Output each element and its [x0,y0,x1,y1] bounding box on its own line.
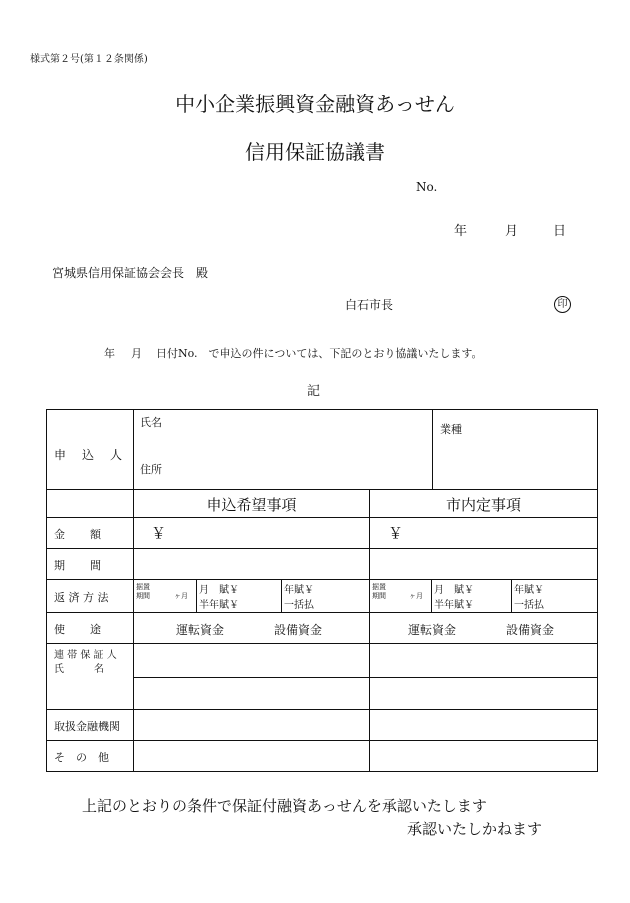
repay-label: 返 済 方 法 [54,591,109,604]
business-label: 業種 [440,423,462,436]
amount-yen-request: ￥ [151,524,167,542]
form-id: 様式第２号(第１２条関係) [30,54,148,65]
semiannual-city: 半年賦￥ [434,600,474,611]
seal-char: 印 [554,296,571,313]
working-capital-city: 運転資金 [408,623,457,637]
equipment-capital-city: 設備資金 [506,623,555,637]
bank-label: 取扱金融機関 [54,720,120,733]
guarantor-label-1: 連 帯 保 証 人 [54,650,117,661]
monthly-request: 月 賦￥ [199,585,239,596]
grace-b-city: 期間 [372,592,386,600]
approve-text: 上記のとおりの条件で保証付融資あっせんを承認いたします [82,797,487,815]
intro-year: 年 [104,347,115,360]
name-label: 氏名 [140,416,162,429]
addressee: 宮城県信用保証協会会長 殿 [52,266,209,280]
monthly-city: 月 賦￥ [434,585,474,596]
intro-text: 日付No. で申込の件については、下記のとおり協議いたします。 [156,347,483,360]
annual-city: 年賦￥ [514,585,544,596]
grace-a-city: 据置 [372,583,386,591]
decline-text: 承認いたしかねます [407,820,543,838]
sender-name: 白石市長 [345,298,394,312]
amount-label: 金 額 [54,528,102,541]
date-day: 日 [553,224,567,239]
semiannual-request: 半年賦￥ [199,600,239,611]
grace-b-request: 期間 [136,592,150,600]
use-label: 使 途 [54,623,102,636]
equipment-capital-request: 設備資金 [274,623,323,637]
other-label: そ の 他 [54,751,109,764]
ki-heading: 記 [307,384,321,399]
guarantor-label-2: 氏 名 [54,664,104,675]
number-label: No. [416,180,438,194]
applicant-label: 申 込 人 [54,448,125,462]
annual-request: 年賦￥ [284,585,314,596]
intro-month: 月 [131,347,142,360]
address-label: 住所 [140,463,162,476]
lump-city: 一括払 [514,600,544,611]
col-city-header: 市内定事項 [445,496,521,514]
amount-yen-city: ￥ [388,524,404,542]
months-request: ヶ月 [174,592,188,600]
document-subtitle: 信用保証協議書 [245,140,385,164]
date-month: 月 [505,224,519,239]
lump-request: 一括払 [284,600,314,611]
months-city: ヶ月 [409,592,423,600]
col-request-header: 申込希望事項 [206,496,297,514]
date-year: 年 [454,224,468,239]
document-title: 中小企業振興資金融資あっせん [175,92,455,116]
period-label: 期 間 [54,559,102,572]
grace-a-request: 据置 [136,583,150,591]
working-capital-request: 運転資金 [176,623,225,637]
